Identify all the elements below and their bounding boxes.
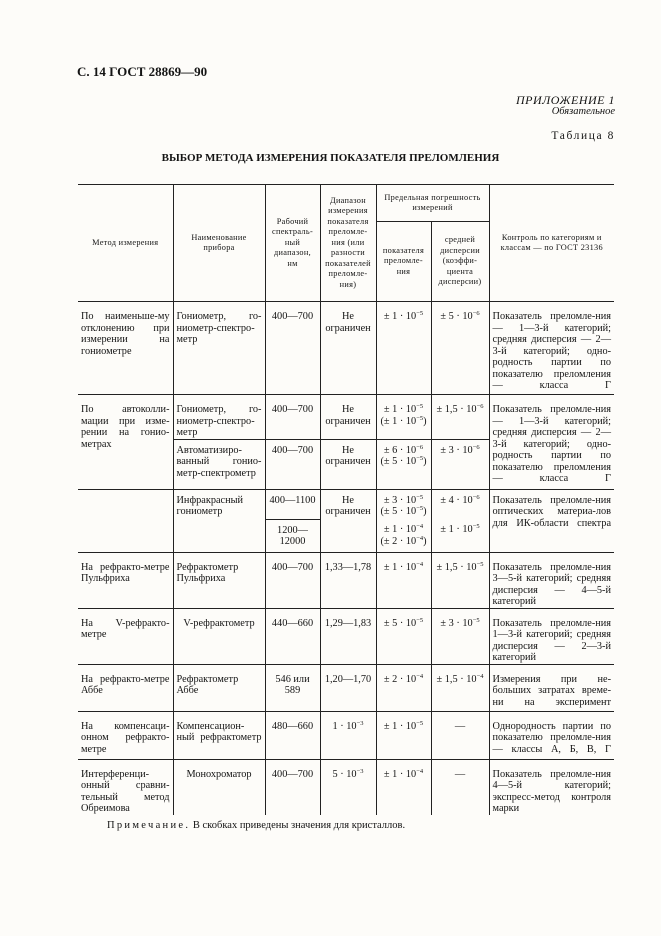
- document-title: ВЫБОР МЕТОДА ИЗМЕРЕНИЯ ПОКАЗАТЕЛЯ ПРЕЛОМЛЕНИЯ: [161, 152, 500, 164]
- err-index-cell: ± $1 \cdot 10^{-4}$: [376, 552, 431, 608]
- table-row: [78, 759, 614, 815]
- method-cell: На рефракто-метре Аббе: [78, 664, 173, 711]
- appendix-subtitle: Обязательное: [551, 106, 615, 117]
- device-cell: Гониометр, го-ниометр-спектро-метр: [173, 302, 265, 395]
- err-disp-cell: —: [431, 711, 489, 759]
- table-number: Таблица 8: [551, 130, 615, 142]
- col-err-index: показателя преломле-ния: [376, 222, 431, 302]
- err-disp-cell: ± $1 \cdot 10^{-5}$: [431, 519, 489, 552]
- control-cell: Показатель преломле-ния 4—5-й категорий; экспресс-метод контроля марки: [489, 759, 614, 815]
- method-cell: По наименьше-му отклонению при измерении на гониометре: [78, 302, 173, 395]
- range-cell: 400—700: [265, 439, 320, 489]
- err-index-cell: ± $1 \cdot 10^{-5}$: [376, 302, 431, 395]
- table-row: [78, 664, 614, 711]
- err-disp-cell: ± $4 \cdot 10^{-6}$: [431, 489, 489, 519]
- col-err-disp: средней дисперсии (коэффи-циента дисперсии): [431, 222, 489, 302]
- method-cell: На рефракто-метре Пульфриха: [78, 552, 173, 608]
- err-disp-cell: ± $1,5 \cdot 10^{-6}$: [431, 395, 489, 440]
- table-row: [78, 302, 614, 395]
- err-disp-cell: ± $3 \cdot 10^{-5}$: [431, 608, 489, 664]
- range-cell: 546 или 589: [265, 664, 320, 711]
- meas-cell: 1,33—1,78: [320, 552, 376, 608]
- table-row: [78, 395, 614, 440]
- page-header: С. 14 ГОСТ 28869—90: [77, 64, 208, 79]
- method-cell: На компенсаци-онном рефракто-метре: [78, 711, 173, 759]
- table-row: [78, 711, 614, 759]
- table-row: [78, 608, 614, 664]
- control-cell: Показатель преломле-ния — 1—3-й категорий; средняя дисперсия — 2—3-й категорий; одно-родность партии по показателю преломления — класса Г: [489, 395, 614, 490]
- col-device: Наименование прибора: [173, 185, 265, 302]
- err-disp-cell: ± $1,5 \cdot 10^{-4}$: [431, 664, 489, 711]
- control-cell: Показатель преломле-ния 3—5-й категорий; средняя дисперсия — 4—5-й категорий: [489, 552, 614, 608]
- err-index-cell: ± $1 \cdot 10^{-5}$: [376, 711, 431, 759]
- err-index-cell: ± $3 \cdot 10^{-5}$ (± $5 \cdot 10^{-5}$): [376, 489, 431, 519]
- device-cell: Компенсацион-ный рефрактометр: [173, 711, 265, 759]
- col-range: Рабочий спектраль-ный диапазон, нм: [265, 185, 320, 302]
- control-cell: Однородность партии по показателю преломле-ния — классы А, Б, В, Г: [489, 711, 614, 759]
- device-cell: Рефрактометр Пульфриха: [173, 552, 265, 608]
- meas-cell: 1,29—1,83: [320, 608, 376, 664]
- range-cell: 400—1100: [265, 489, 320, 519]
- method-cell: [78, 489, 173, 552]
- meas-cell: $5 \cdot 10^{-3}$: [320, 759, 376, 815]
- device-cell: Автоматизиро-ванный гонио-метр-спектрометр: [173, 439, 265, 489]
- meas-cell: Не ограничен: [320, 489, 376, 552]
- control-cell: Показатель преломле-ния оптических материа-лов для ИК-области спектра: [489, 489, 614, 552]
- device-cell: Гониометр, го-ниометр-спектро-метр: [173, 395, 265, 440]
- method-cell: По автоколли-мации при изме-рении на гонио-метрах: [78, 395, 173, 490]
- err-disp-cell: ± $1,5 \cdot 10^{-5}$: [431, 552, 489, 608]
- method-cell: Интерференци-онный сравни-тельный метод Обреимова: [78, 759, 173, 815]
- note-label: Примечание.: [107, 820, 191, 831]
- device-cell: Монохроматор: [173, 759, 265, 815]
- meas-cell: Не ограничен: [320, 395, 376, 440]
- method-table: [78, 184, 614, 815]
- range-cell: 480—660: [265, 711, 320, 759]
- err-index-cell: ± $5 \cdot 10^{-5}$: [376, 608, 431, 664]
- err-disp-cell: —: [431, 759, 489, 815]
- meas-cell: 1,20—1,70: [320, 664, 376, 711]
- col-method: Метод измерения: [78, 185, 173, 302]
- err-index-cell: ± $1 \cdot 10^{-5}$ (± $1 \cdot 10^{-5}$): [376, 395, 431, 440]
- err-disp-cell: ± $3 \cdot 10^{-6}$: [431, 439, 489, 489]
- table-note: [107, 820, 405, 831]
- device-cell: Инфракрасный гониометр: [173, 489, 265, 552]
- err-index-cell: ± $6 \cdot 10^{-6}$ (± $5 \cdot 10^{-5}$): [376, 439, 431, 489]
- method-cell: На V-рефракто-метре: [78, 608, 173, 664]
- err-disp-cell: ± $5 \cdot 10^{-6}$: [431, 302, 489, 395]
- range-cell: 1200—12000: [265, 519, 320, 552]
- table-row: [78, 489, 614, 519]
- meas-cell: Не ограничен: [320, 302, 376, 395]
- appendix-label: [516, 94, 615, 118]
- err-index-cell: ± $2 \cdot 10^{-4}$: [376, 664, 431, 711]
- col-error-group: Предельная погрешность измерений: [376, 185, 489, 222]
- range-cell: 400—700: [265, 302, 320, 395]
- col-meas-range: Диапазон измерения показателя преломле-ния (или разности показателей преломле-ния): [320, 185, 376, 302]
- note-text: В скобках приведены значения для кристаллов.: [190, 820, 406, 831]
- meas-cell: Не ограничен: [320, 439, 376, 489]
- err-index-cell: ± $1 \cdot 10^{-4}$ (± $2 \cdot 10^{-4}$): [376, 519, 431, 552]
- range-cell: 400—700: [265, 395, 320, 440]
- control-cell: Измерения при не-больших затратах време-ни на эксперимент: [489, 664, 614, 711]
- appendix-title: ПРИЛОЖЕНИЕ 1: [516, 93, 615, 107]
- device-cell: Рефрактометр Аббе: [173, 664, 265, 711]
- control-cell: Показатель преломле-ния — 1—3-й категорий; средняя дисперсия — 2—3-й категорий; одно-родность партии по показателю преломления — класса Г: [489, 302, 614, 395]
- col-control: Контроль по категориям и классам — по ГОСТ 23136: [489, 185, 614, 302]
- err-index-cell: ± $1 \cdot 10^{-4}$: [376, 759, 431, 815]
- range-cell: 440—660: [265, 608, 320, 664]
- table-row: [78, 552, 614, 608]
- method-table-grid: [78, 184, 614, 815]
- meas-cell: $1 \cdot 10^{-3}$: [320, 711, 376, 759]
- device-cell: V-рефрактометр: [173, 608, 265, 664]
- range-cell: 400—700: [265, 759, 320, 815]
- control-cell: Показатель преломле-ния 1—3-й категорий; средняя дисперсия — 2—3-й категорий: [489, 608, 614, 664]
- range-cell: 400—700: [265, 552, 320, 608]
